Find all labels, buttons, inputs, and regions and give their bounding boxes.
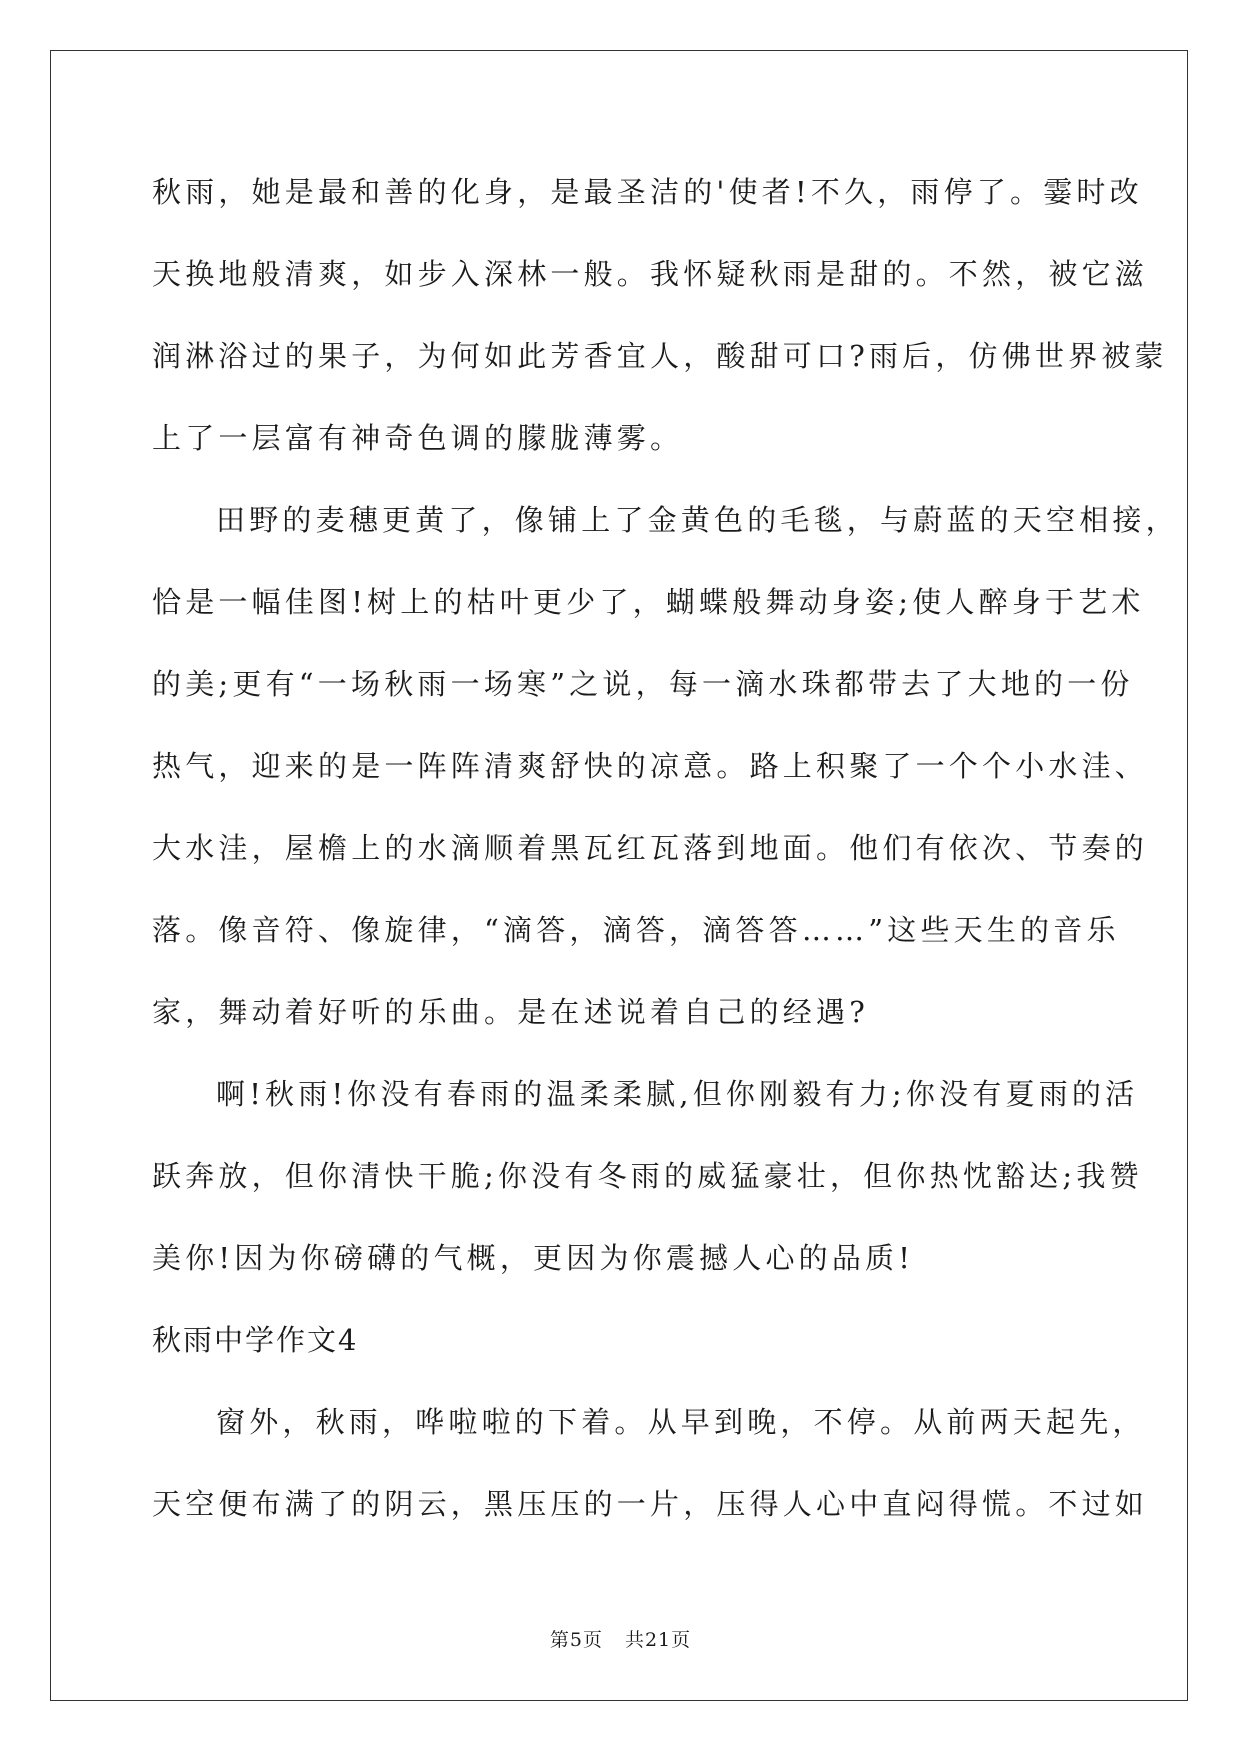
text-line-11: 家，舞动着好听的乐曲。是在述说着自己的经遇?: [152, 995, 869, 1029]
text-line-12: 啊!秋雨!你没有春雨的温柔柔腻,但你刚毅有力;你没有夏雨的活: [216, 1077, 1139, 1111]
text-line-2: 天换地般清爽，如步入深林一般。我怀疑秋雨是甜的。不然，被它滋: [152, 257, 1149, 291]
page-number: 第5页: [549, 1629, 603, 1651]
text-line-1: 秋雨，她是最和善的化身，是最圣洁的'使者!不久，雨停了。霎时改: [152, 175, 1143, 209]
text-line-4: 上了一层富有神奇色调的朦胧薄雾。: [152, 421, 684, 455]
section-heading: 秋雨中学作文4: [152, 1323, 359, 1357]
text-line-9: 大水洼，屋檐上的水滴顺着黑瓦红瓦落到地面。他们有依次、节奏的: [152, 831, 1149, 865]
text-line-15: 窗外，秋雨，哗啦啦的下着。从早到晚，不停。从前两天起先，: [216, 1405, 1146, 1439]
page-total: 共21页: [624, 1629, 692, 1651]
text-line-6: 恰是一幅佳图!树上的枯叶更少了，蝴蝶般舞动身姿;使人醉身于艺术: [152, 585, 1145, 619]
text-line-10: 落。像音符、像旋律，“滴答，滴答，滴答答……”这些天生的音乐: [152, 913, 1120, 947]
text-line-3: 润淋浴过的果子，为何如此芳香宜人，酸甜可口?雨后，仿佛世界被蒙: [152, 339, 1168, 373]
text-line-13: 跃奔放，但你清快干脆;你没有冬雨的威猛豪壮，但你热忱豁达;我赞: [152, 1159, 1143, 1193]
text-line-14: 美你!因为你磅礴的气概，更因为你震撼人心的品质!: [152, 1241, 915, 1275]
text-line-5: 田野的麦穗更黄了，像铺上了金黄色的毛毯，与蔚蓝的天空相接，: [216, 503, 1179, 537]
text-line-7: 的美;更有“一场秋雨一场寒”之说，每一滴水珠都带去了大地的一份: [152, 667, 1134, 701]
document-body: [152, 151, 1179, 1545]
text-line-16: 天空便布满了的阴云，黑压压的一片，压得人心中直闷得慌。不过如: [152, 1487, 1149, 1521]
text-line-8: 热气，迎来的是一阵阵清爽舒快的凉意。路上积聚了一个个小水洼、: [152, 749, 1149, 783]
page-footer: [0, 1628, 1241, 1652]
